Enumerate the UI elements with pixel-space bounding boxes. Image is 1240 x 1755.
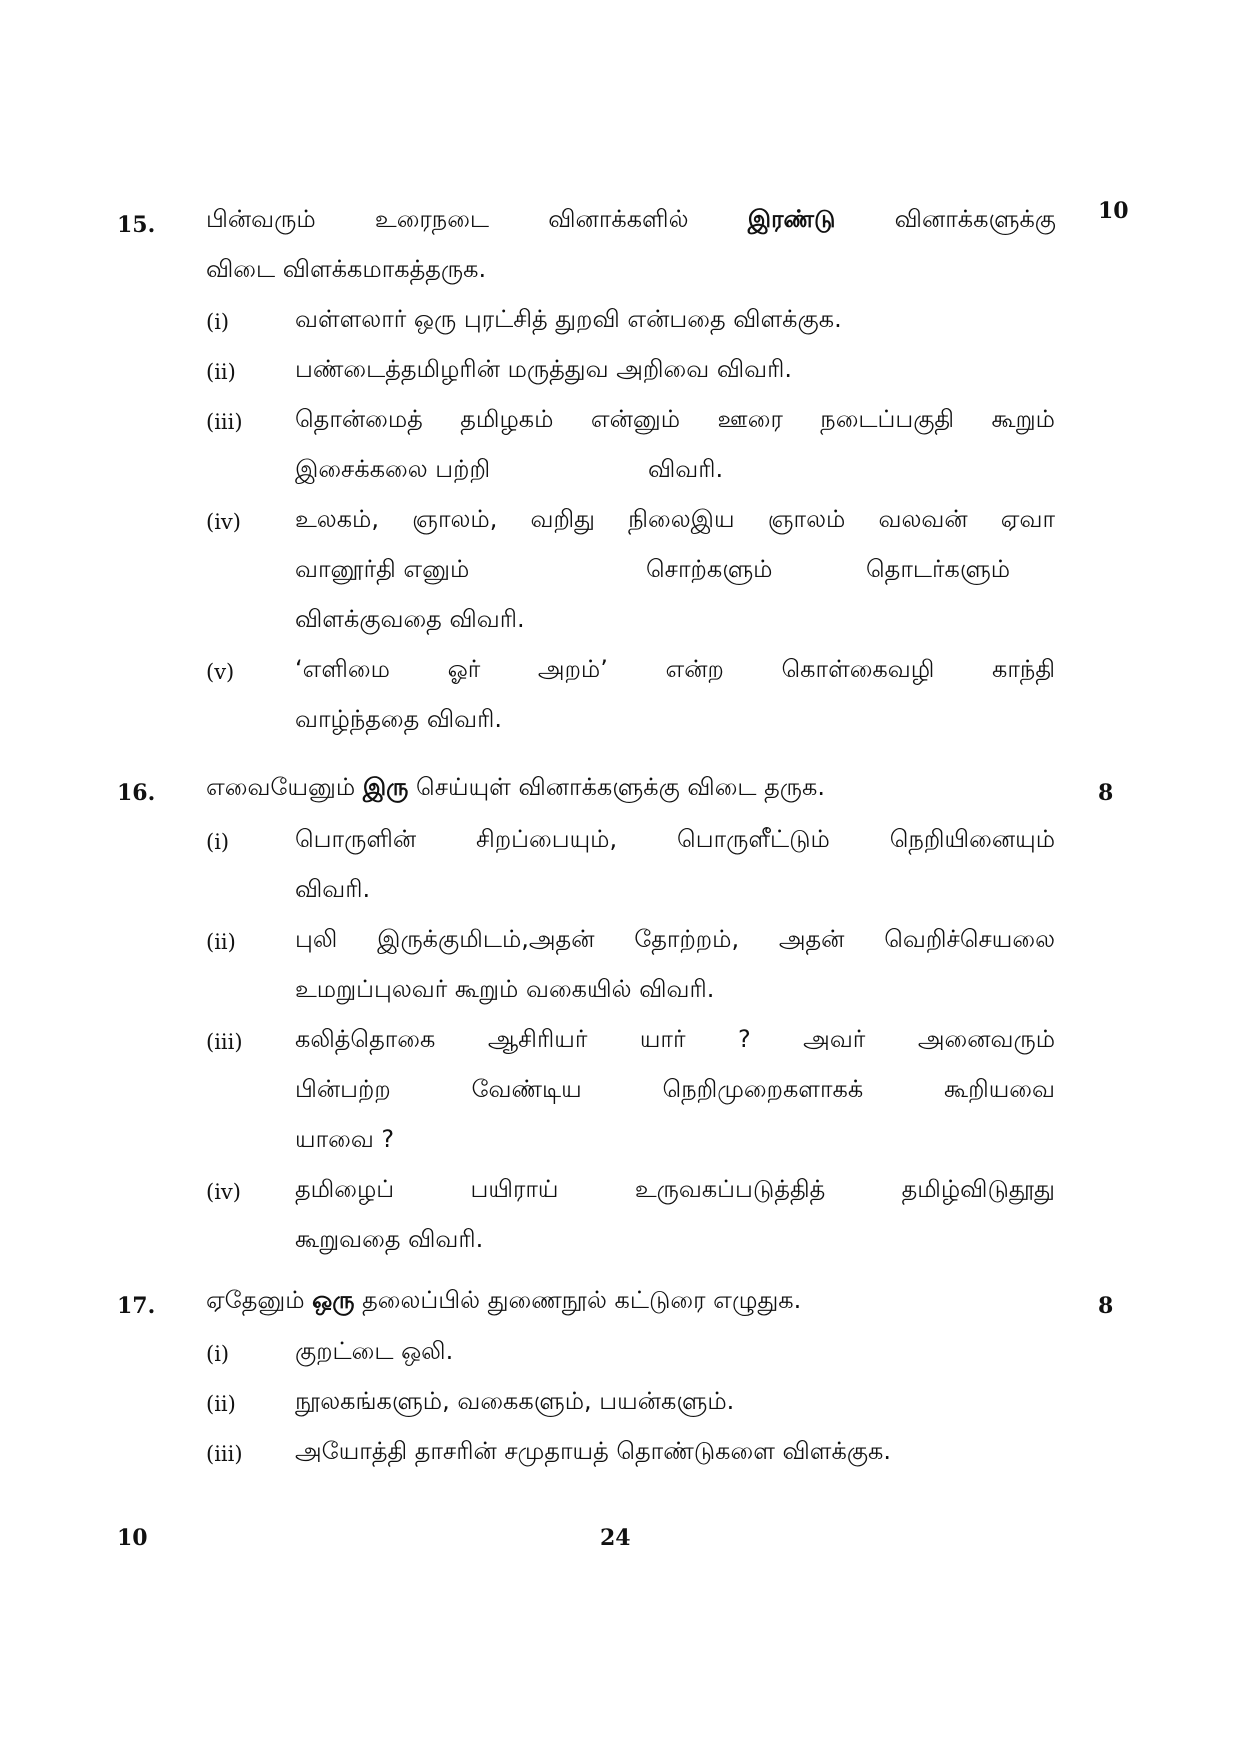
option-label: (iv) [206, 510, 241, 534]
option-label: (ii) [206, 360, 236, 384]
option-label: (ii) [206, 930, 236, 954]
question-stem: பின்வரும் உரைநடை வினாக்களில் இரண்டு வினாக்களுக்கு [206, 205, 1056, 233]
question-stem: எவையேனும் இரு செய்யுள் வினாக்களுக்கு விடை தருக. [206, 773, 825, 801]
question-stem-line2: விடை விளக்கமாகத்தருக. [206, 255, 487, 283]
question-stem: ஏதேனும் ஒரு தலைப்பில் துணைநூல் கட்டுரை எழுதுக. [206, 1286, 802, 1314]
option-text: கூறுவதை விவரி. [295, 1225, 484, 1253]
option-text: வானூர்தி எனும் [295, 555, 470, 583]
option-label: (iii) [206, 410, 243, 434]
option-text: வள்ளலார் ஒரு புரட்சித் துறவி என்பதை விளக்குக. [295, 305, 842, 333]
option-text: தொன்மைத் தமிழகம் என்னும் ஊரை நடைப்பகுதி கூறும் [295, 405, 1055, 433]
option-label: (ii) [206, 1392, 236, 1416]
option-label: (i) [206, 1342, 230, 1366]
stem-emphasis: இரண்டு [747, 205, 836, 233]
option-label: (iv) [206, 1180, 241, 1204]
option-label: (iii) [206, 1442, 243, 1466]
option-text: நூலகங்களும், வகைகளும், பயன்களும். [295, 1387, 735, 1415]
option-text: விவரி. [295, 875, 371, 903]
option-text: பொருளின் சிறப்பையும், பொருளீட்டும் நெறியினையும் [295, 825, 1055, 853]
option-text: புலி இருக்குமிடம்,அதன் தோற்றம், அதன் வெறிச்செயலை [295, 925, 1055, 953]
question-number: 15. [117, 212, 156, 238]
option-text: தமிழைப் பயிராய் உருவகப்படுத்தித் தமிழ்விடுதூது [295, 1175, 1055, 1203]
question-number: 17. [117, 1293, 156, 1319]
option-text: இசைக்கலை பற்றி [295, 455, 491, 483]
option-text: வாழ்ந்ததை விவரி. [295, 705, 502, 733]
option-label: (iii) [206, 1030, 243, 1054]
option-text: ‘எளிமை ஓர் அறம்’ என்ற கொள்கைவழி காந்தி [295, 655, 1055, 683]
option-label: (i) [206, 310, 230, 334]
option-label: (i) [206, 830, 230, 854]
option-text: கலித்தொகை ஆசிரியர் யார் ? அவர் அனைவரும் [295, 1025, 1055, 1053]
question-marks: 8 [1098, 1293, 1114, 1319]
option-text: சொற்களும் [646, 555, 773, 583]
option-text: பண்டைத்தமிழரின் மருத்துவ அறிவை விவரி. [295, 355, 792, 383]
option-label: (v) [206, 660, 235, 684]
question-marks: 8 [1098, 780, 1114, 806]
option-text: பின்பற்ற வேண்டிய நெறிமுறைகளாகக் கூறியவை [295, 1075, 1055, 1103]
option-text: விளக்குவதை விவரி. [295, 605, 525, 633]
option-text: தொடர்களும் [866, 555, 1011, 583]
option-text: உமறுப்புலவர் கூறும் வகையில் விவரி. [295, 975, 715, 1003]
option-text: உலகம், ஞாலம், வறிது நிலைஇய ஞாலம் வலவன் ஏவா [295, 505, 1055, 533]
option-text: அயோத்தி தாசரின் சமுதாயத் தொண்டுகளை விளக்குக. [295, 1437, 891, 1465]
question-marks: 10 [1098, 198, 1129, 224]
option-text: விவரி. [648, 455, 724, 483]
footer-code: 10 [117, 1525, 148, 1551]
option-text: குறட்டை ஒலி. [295, 1337, 454, 1365]
page-number: 24 [600, 1525, 631, 1551]
stem-emphasis: இரு [362, 773, 409, 801]
stem-emphasis: ஒரு [312, 1286, 355, 1314]
question-number: 16. [117, 780, 156, 806]
option-text: யாவை ? [295, 1125, 395, 1153]
